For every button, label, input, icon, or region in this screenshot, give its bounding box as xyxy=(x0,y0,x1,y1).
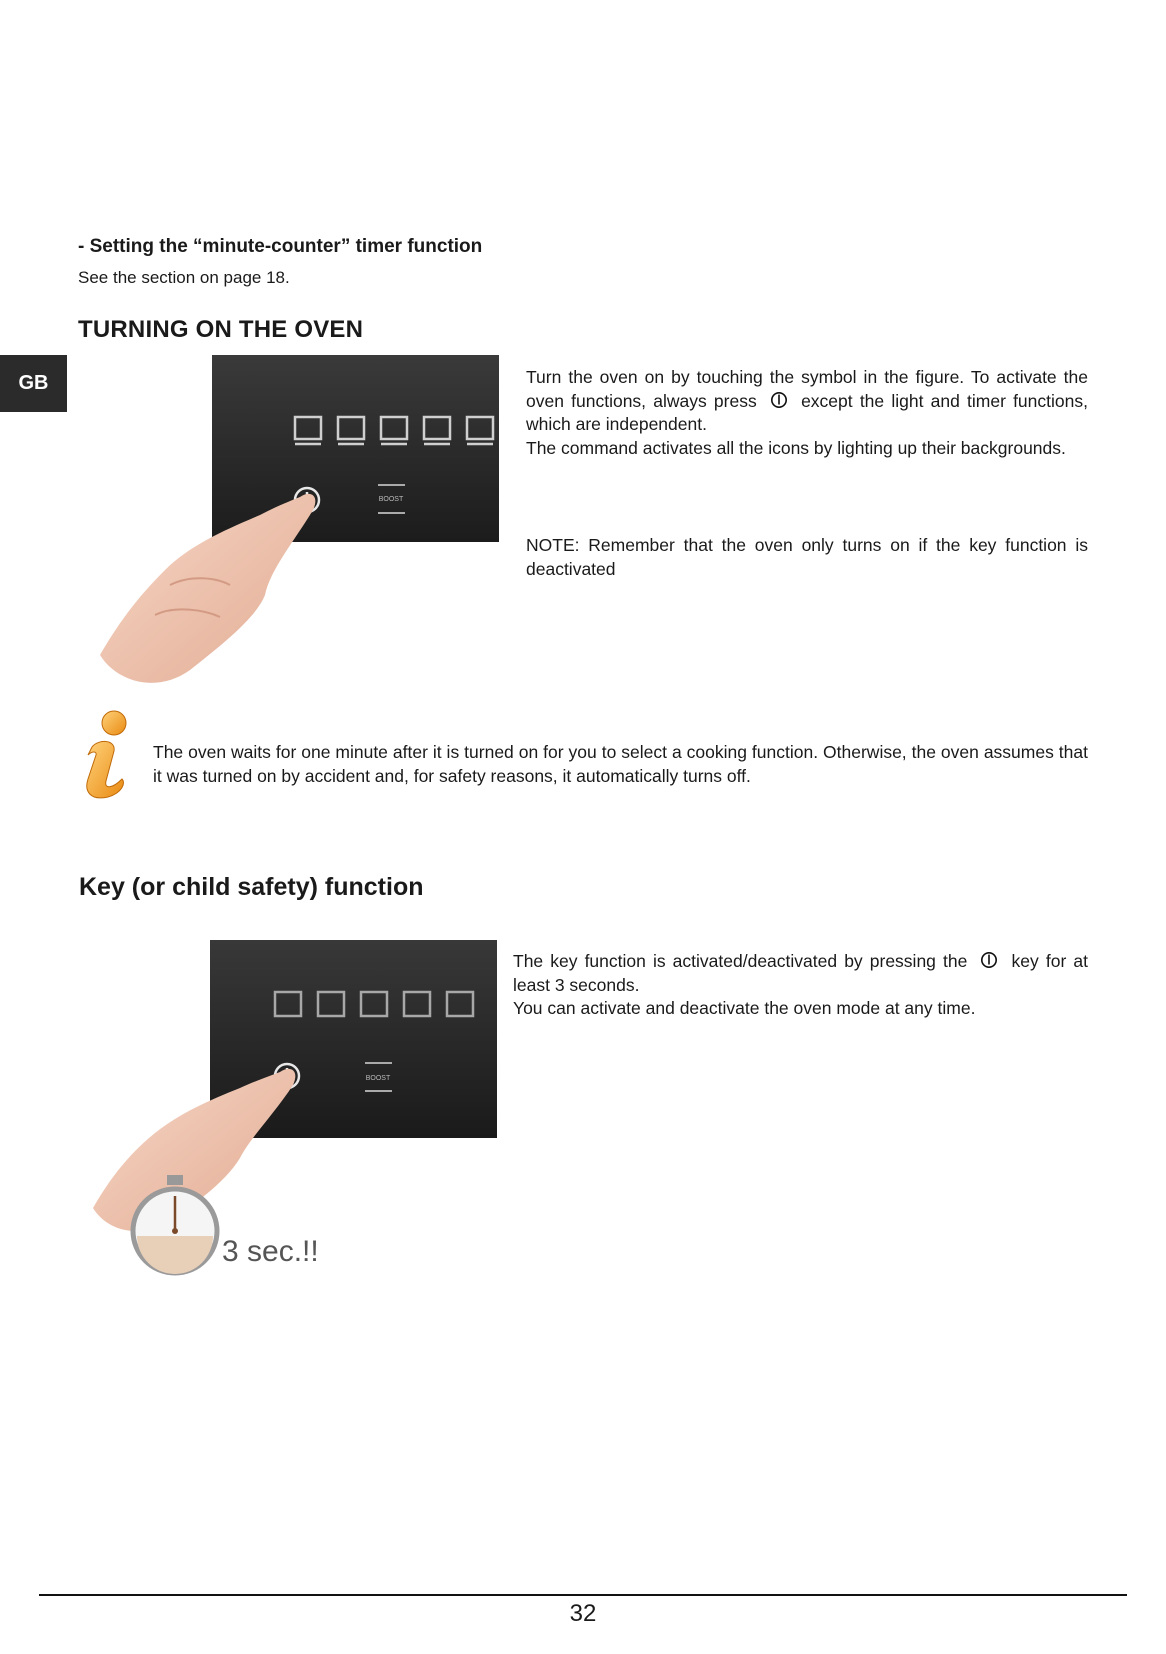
key-function-heading: Key (or child safety) function xyxy=(79,873,424,901)
footer-divider xyxy=(39,1594,1127,1596)
auto-off-info: The oven waits for one minute after it is turned on for you to select a cooking function. Otherwise, the oven assumes that it was turned on by accident and, for safety reasons, it automatically turns off. xyxy=(153,742,1088,786)
power-symbol-icon xyxy=(770,391,788,409)
key-function-figure xyxy=(85,938,505,1290)
turning-on-heading: TURNING ON THE OVEN xyxy=(78,316,364,343)
power-symbol-icon-2 xyxy=(980,951,998,969)
key-function-note: NOTE: Remember that the oven only turns on if the key function is deactivated xyxy=(526,535,1088,579)
turn-on-text-1: Turn the oven on by touching the symbol in the figure. To activate the oven functions, always press xyxy=(526,367,1088,411)
language-tab-label: GB xyxy=(18,372,49,394)
hand-illustration xyxy=(100,494,315,683)
boost-label-2: BOOST xyxy=(365,1075,391,1082)
language-tab xyxy=(0,355,67,412)
timer-function-reference: See the section on page 18. xyxy=(78,268,290,287)
turn-on-text-2: except the light and timer functions, which are independent. xyxy=(526,390,1088,434)
oven-panel-figure xyxy=(95,355,505,700)
key-text-2: key for at least 3 seconds. xyxy=(513,951,1088,995)
turn-on-text-3: The command activates all the icons by lighting up their backgrounds. xyxy=(526,437,1066,458)
info-icon xyxy=(78,709,134,801)
three-seconds-label: 3 sec.!! xyxy=(222,1235,319,1268)
key-text-3: You can activate and deactivate the oven mode at any time. xyxy=(513,998,976,1018)
key-text-1: The key function is activated/deactivated by pressing the xyxy=(513,951,968,971)
page-number: 32 xyxy=(569,1600,597,1627)
timer-function-heading: - Setting the “minute-counter” timer function xyxy=(78,236,483,257)
key-function-instructions xyxy=(513,950,1088,1021)
control-panel xyxy=(212,355,499,542)
turn-on-instructions xyxy=(526,366,1088,460)
boost-label: BOOST xyxy=(378,496,404,503)
